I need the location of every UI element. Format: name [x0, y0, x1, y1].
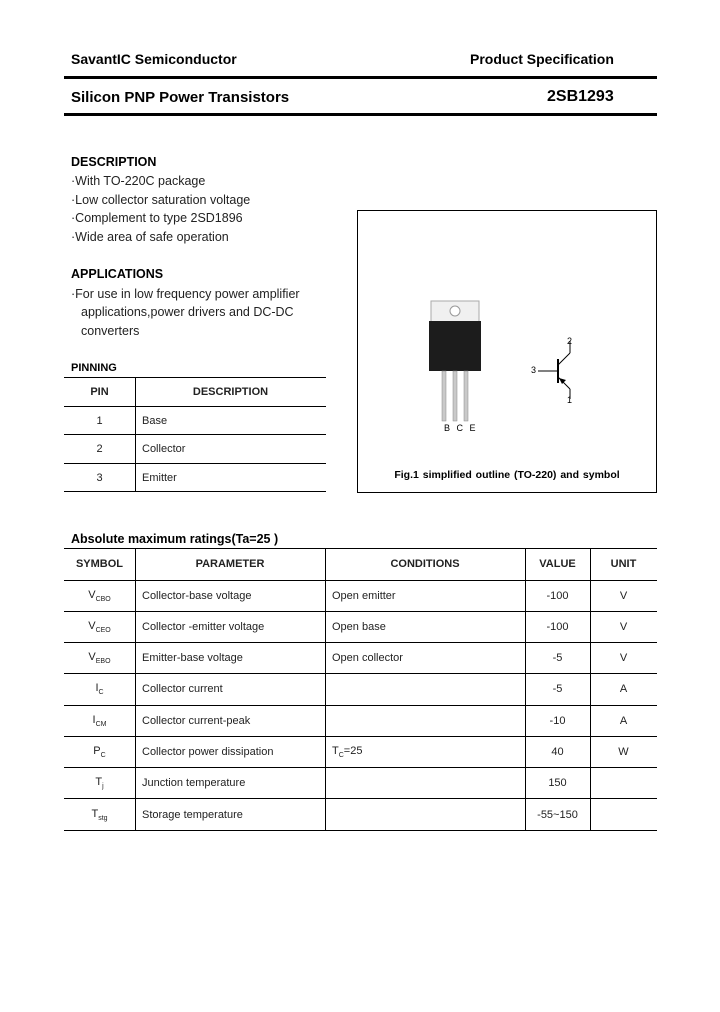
ratings-parameter: Collector current-peak: [142, 715, 251, 727]
pinning-title: PINNING: [71, 362, 117, 374]
ratings-rule: [64, 705, 657, 706]
ratings-symbol: $V_{CBO}$: [88, 589, 111, 604]
applications-line: applications,power drivers and DC-DC: [81, 305, 294, 319]
pinning-desc: Emitter: [142, 472, 177, 484]
ratings-header-symbol: SYMBOL: [75, 558, 124, 570]
pinning-pin: 1: [96, 415, 103, 427]
header-rule-bottom: [64, 113, 657, 116]
ratings-rule: [64, 548, 657, 549]
ratings-col-divider: [135, 548, 136, 830]
ratings-symbol: $V_{EBO}$: [88, 651, 111, 666]
ratings-value: -100: [546, 621, 569, 633]
ratings-value: -5: [552, 652, 563, 664]
ratings-parameter: Collector current: [142, 683, 223, 695]
part-number: 2SB1293: [547, 88, 614, 105]
pinning-rule: [64, 463, 326, 464]
ratings-unit: A: [619, 683, 628, 695]
ratings-parameter: Collector power dissipation: [142, 746, 274, 758]
to220-package-image: [358, 211, 656, 492]
figure-box: [357, 210, 657, 493]
lead-labels: B C E: [444, 423, 478, 433]
description-title: DESCRIPTION: [71, 155, 157, 169]
ratings-value: -10: [549, 715, 566, 727]
ratings-condition: Open collector: [332, 652, 403, 664]
ratings-unit: A: [619, 715, 628, 727]
symbol-pin-bottom: 1: [567, 395, 573, 405]
ratings-value: -100: [546, 590, 569, 602]
ratings-value: 150: [548, 777, 567, 789]
ratings-rule: [64, 611, 657, 612]
ratings-title: Absolute maximum ratings(Ta=25 ): [71, 532, 279, 546]
ratings-symbol: $I_C$: [95, 682, 104, 697]
ratings-rule: [64, 798, 657, 799]
description-item: ·Low collector saturation voltage: [71, 193, 251, 207]
pinning-header-desc: DESCRIPTION: [192, 386, 269, 398]
pinning-desc: Collector: [142, 443, 186, 455]
ratings-parameter: Junction temperature: [142, 777, 246, 789]
ratings-header-conditions: CONDITIONS: [390, 558, 460, 570]
description-item: ·Wide area of safe operation: [71, 230, 229, 244]
description-item: ·With TO-220C package: [71, 174, 206, 188]
ratings-value: 40: [551, 746, 564, 758]
applications-line: converters: [81, 324, 140, 338]
applications-line: ·For use in low frequency power amplifier: [71, 287, 300, 301]
company-name: SavantIC Semiconductor: [71, 51, 237, 67]
ratings-rule: [64, 580, 657, 581]
ratings-condition: Open base: [332, 621, 386, 633]
doc-type: Product Specification: [470, 51, 614, 67]
applications-title: APPLICATIONS: [71, 267, 164, 281]
ratings-condition: Open emitter: [332, 590, 396, 602]
ratings-symbol: $T_{stg}$: [91, 808, 108, 823]
pinning-rule: [64, 491, 326, 492]
ratings-parameter: Collector -emitter voltage: [142, 621, 265, 633]
ratings-parameter: Emitter-base voltage: [142, 652, 243, 664]
ratings-rule: [64, 736, 657, 737]
description-item: ·Complement to type 2SD1896: [71, 211, 243, 225]
ratings-rule: [64, 767, 657, 768]
ratings-symbol: $T_j$: [95, 776, 104, 791]
ratings-header-parameter: PARAMETER: [195, 558, 265, 570]
pinning-pin: 2: [96, 443, 103, 455]
pinning-desc: Base: [142, 415, 168, 427]
pinning-pin: 3: [96, 472, 103, 484]
ratings-condition: $T_C=25$: [332, 745, 363, 760]
symbol-pin-left: 3: [531, 365, 537, 375]
ratings-value: -5: [552, 683, 563, 695]
ratings-rule: [64, 830, 657, 831]
ratings-col-divider: [325, 548, 326, 830]
ratings-parameter: Collector-base voltage: [142, 590, 252, 602]
pinning-header-pin: PIN: [90, 386, 109, 398]
ratings-value: -55~150: [537, 809, 578, 821]
ratings-unit: W: [618, 746, 629, 758]
pinning-rule: [64, 434, 326, 435]
symbol-pin-top: 2: [567, 336, 573, 346]
product-line: Silicon PNP Power Transistors: [71, 89, 290, 106]
ratings-symbol: $I_{CM}$: [92, 714, 107, 729]
pinning-rule: [64, 377, 326, 378]
ratings-unit: V: [619, 590, 628, 602]
ratings-parameter: Storage temperature: [142, 809, 243, 821]
ratings-header-value: VALUE: [539, 558, 576, 570]
ratings-unit: V: [619, 652, 628, 664]
ratings-header-unit: UNIT: [610, 558, 637, 570]
ratings-rule: [64, 673, 657, 674]
pinning-rule: [64, 406, 326, 407]
header-rule-top: [64, 76, 657, 79]
ratings-rule: [64, 642, 657, 643]
ratings-symbol: $V_{CEO}$: [88, 620, 111, 635]
ratings-unit: V: [619, 621, 628, 633]
figure-caption: Fig.1 simplified outline (TO-220) and symbol: [394, 469, 620, 481]
ratings-symbol: $P_C$: [93, 745, 106, 760]
